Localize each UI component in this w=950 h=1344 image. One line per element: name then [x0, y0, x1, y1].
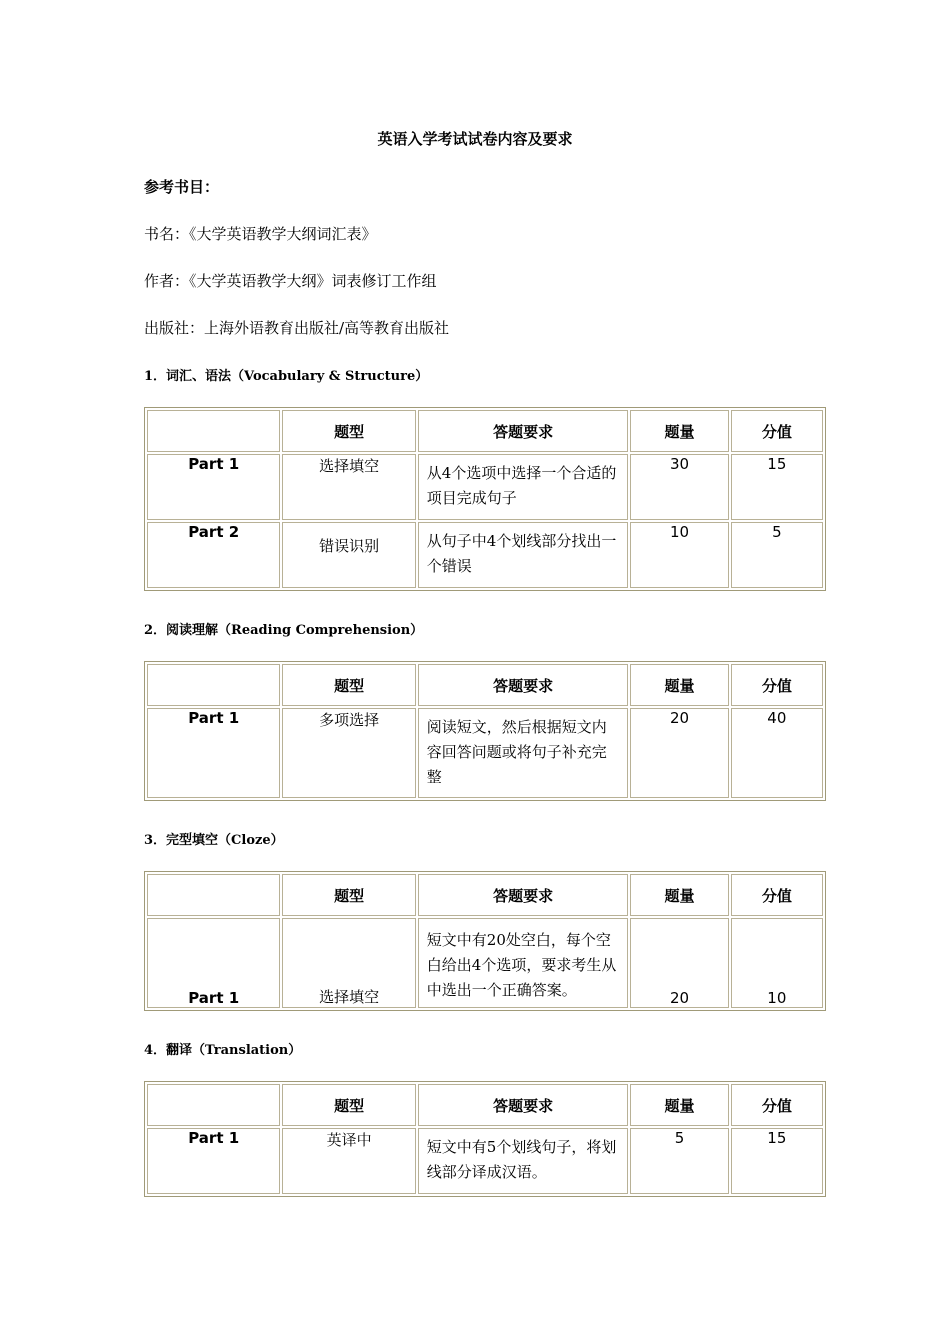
header-empty: [147, 874, 280, 916]
table-vocabulary: [144, 407, 826, 591]
part-label: Part 1: [147, 1128, 280, 1194]
document-title: 英语入学考试试卷内容及要求: [377, 130, 573, 148]
table-row: [147, 708, 823, 798]
header-requirement: 答题要求: [418, 664, 629, 706]
score-value: 10: [731, 918, 823, 1008]
section-heading-reading: 2．阅读理解（Reading Comprehension）: [144, 623, 424, 638]
header-requirement: 答题要求: [418, 410, 629, 452]
book-publisher: 出版社：上海外语教育出版社/高等教育出版社: [144, 319, 450, 337]
score-value: 15: [731, 1128, 823, 1194]
question-count: 20: [630, 708, 728, 798]
score-value: 40: [731, 708, 823, 798]
table-row: [147, 522, 823, 588]
header-score: 分值: [731, 1084, 823, 1126]
requirement: 阅读短文，然后根据短文内容回答问题或将句子补充完整: [418, 708, 629, 798]
table-row: [147, 454, 823, 520]
book-name: 书名：《大学英语教学大纲词汇表》: [144, 225, 377, 243]
question-type: 多项选择: [282, 708, 415, 798]
header-type: 题型: [282, 1084, 415, 1126]
header-requirement: 答题要求: [418, 874, 629, 916]
section-heading-translation: 4．翻译（Translation）: [144, 1043, 302, 1058]
table-row: [147, 918, 823, 1008]
question-count: 30: [630, 454, 728, 520]
header-type: 题型: [282, 410, 415, 452]
header-score: 分值: [731, 410, 823, 452]
requirement: 短文中有20处空白，每个空白给出4个选项，要求考生从中选出一个正确答案。: [418, 918, 629, 1008]
table-translation: [144, 1081, 826, 1197]
question-type: 选择填空: [282, 918, 415, 1008]
header-count: 题量: [630, 410, 728, 452]
question-type: 选择填空: [282, 454, 415, 520]
header-type: 题型: [282, 874, 415, 916]
section-heading-vocabulary: 1．词汇、语法（Vocabulary & Structure）: [144, 369, 429, 384]
header-empty: [147, 664, 280, 706]
score-value: 15: [731, 454, 823, 520]
part-label: Part 1: [147, 454, 280, 520]
header-count: 题量: [630, 874, 728, 916]
header-empty: [147, 1084, 280, 1126]
part-label: Part 2: [147, 522, 280, 588]
requirement: 从4个选项中选择一个合适的项目完成句子: [418, 454, 629, 520]
requirement: 短文中有5个划线句子，将划线部分译成汉语。: [418, 1128, 629, 1194]
score-value: 5: [731, 522, 823, 588]
part-label: Part 1: [147, 918, 280, 1008]
header-requirement: 答题要求: [418, 1084, 629, 1126]
header-empty: [147, 410, 280, 452]
part-label: Part 1: [147, 708, 280, 798]
table-cloze: [144, 871, 826, 1011]
section-heading-cloze: 3．完型填空（Cloze）: [144, 833, 284, 848]
header-score: 分值: [731, 664, 823, 706]
references-heading: 参考书目：: [144, 178, 220, 196]
table-row: [147, 1128, 823, 1194]
question-count: 5: [630, 1128, 728, 1194]
table-header-row: [147, 410, 823, 452]
header-type: 题型: [282, 664, 415, 706]
table-header-row: [147, 1084, 823, 1126]
question-count: 20: [630, 918, 728, 1008]
header-count: 题量: [630, 1084, 728, 1126]
table-header-row: [147, 874, 823, 916]
question-count: 10: [630, 522, 728, 588]
question-type: 英译中: [282, 1128, 415, 1194]
question-type: 错误识别: [282, 522, 415, 588]
requirement: 从句子中4个划线部分找出一个错误: [418, 522, 629, 588]
header-score: 分值: [731, 874, 823, 916]
table-reading: [144, 661, 826, 801]
table-header-row: [147, 664, 823, 706]
book-author: 作者：《大学英语教学大纲》词表修订工作组: [144, 272, 437, 290]
header-count: 题量: [630, 664, 728, 706]
